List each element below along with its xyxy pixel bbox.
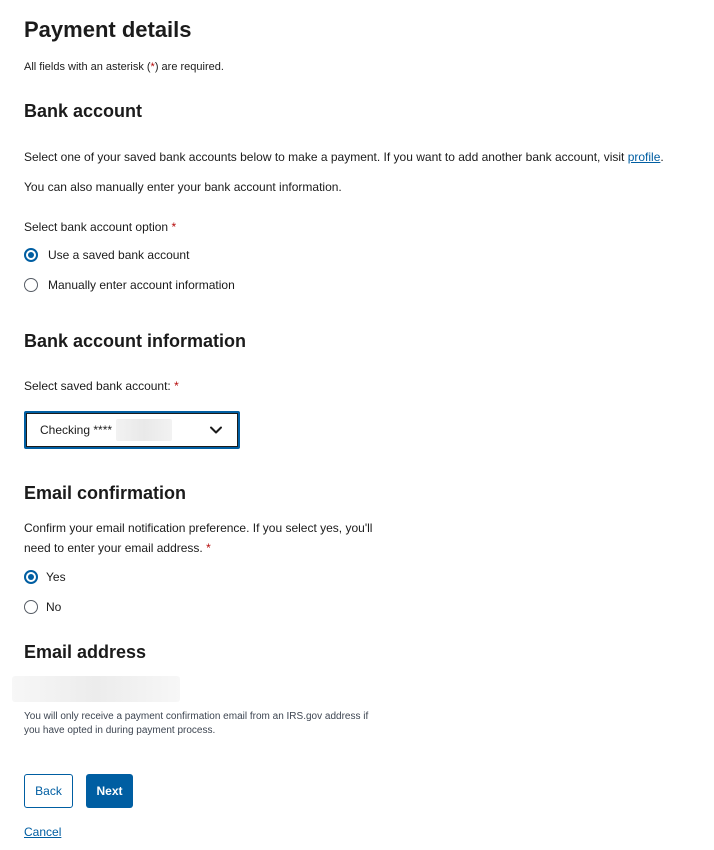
radio-selected-icon[interactable]	[24, 248, 38, 262]
radio-label: Yes	[46, 570, 66, 584]
email-confirmation-text: Confirm your email notification preference. If you select yes, you'll need to enter your email address. *	[24, 521, 373, 555]
required-asterisk: *	[171, 220, 177, 234]
cancel-link[interactable]: Cancel	[24, 825, 62, 839]
saved-account-select[interactable]	[24, 411, 240, 449]
selected-account-value: Checking ****	[40, 423, 113, 437]
masked-account-number	[116, 419, 172, 441]
next-button[interactable]: Next	[86, 774, 133, 808]
radio-manual-entry[interactable]	[24, 278, 235, 292]
radio-selected-icon[interactable]	[24, 570, 38, 584]
profile-link[interactable]: profile	[627, 150, 661, 164]
radio-unselected-icon[interactable]	[24, 278, 38, 292]
email-confirmation-heading: Email confirmation	[24, 483, 187, 503]
radio-use-saved-account[interactable]	[24, 248, 189, 262]
saved-account-select-label: Select saved bank account: *	[24, 379, 179, 393]
email-disclaimer: You will only receive a payment confirmation email from an IRS.gov address if you have opted in during payment process.	[24, 711, 369, 736]
manual-entry-note: You can also manually enter your bank account information.	[24, 180, 342, 194]
bank-option-label: Select bank account option *	[24, 220, 177, 234]
chevron-down-icon[interactable]	[208, 422, 224, 438]
email-address-heading: Email address	[24, 642, 147, 662]
required-asterisk: *	[206, 541, 211, 555]
bank-info-heading: Bank account information	[24, 331, 247, 351]
bank-account-heading: Bank account	[24, 101, 143, 121]
radio-label: No	[46, 600, 62, 614]
required-fields-note: All fields with an asterisk (*) are required.	[24, 61, 224, 73]
required-asterisk: *	[174, 379, 179, 393]
page-title: Payment details	[24, 17, 192, 42]
radio-label: Use a saved bank account	[48, 248, 190, 262]
radio-email-yes[interactable]	[24, 570, 66, 584]
back-button[interactable]: Back	[24, 774, 73, 808]
radio-unselected-icon[interactable]	[24, 600, 38, 614]
radio-label: Manually enter account information	[48, 278, 235, 292]
masked-email-address	[12, 676, 180, 702]
required-asterisk: *	[150, 61, 155, 73]
bank-account-intro: Select one of your saved bank accounts below to make a payment. If you want to add another bank account, visit profile.	[24, 150, 664, 164]
radio-email-no[interactable]	[24, 600, 61, 614]
